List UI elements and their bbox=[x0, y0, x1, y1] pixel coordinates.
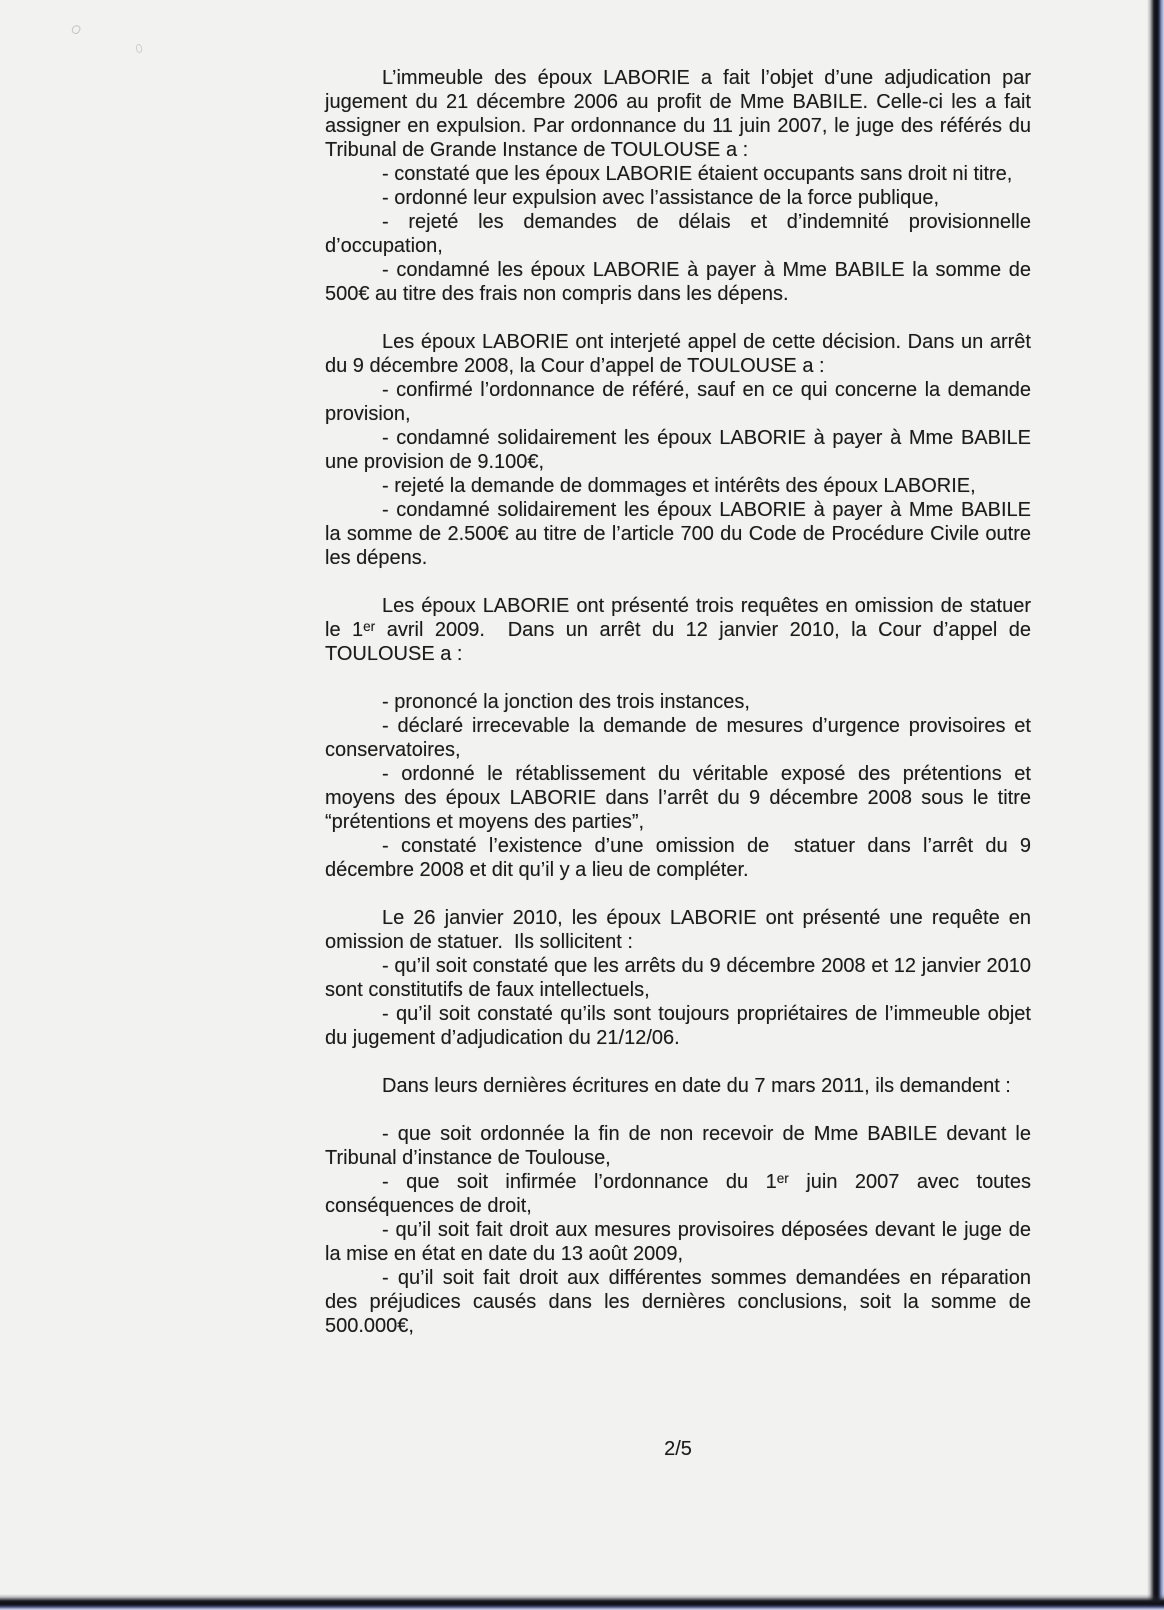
list-item: - condamné solidairement les époux LABORIE à payer à Mme BABILE une provision de 9.100€, bbox=[325, 427, 1031, 473]
list-item: - rejeté la demande de dommages et intérêts des époux LABORIE, bbox=[382, 475, 976, 497]
list-item: - qu’il soit fait droit aux différentes sommes demandées en réparation des préjudices causés dans les dernières conclusions, soit la somme de 500.000€, bbox=[325, 1267, 1031, 1337]
paragraph-intro-appel: Les époux LABORIE ont interjeté appel de cette décision. Dans un arrêt du 9 décembre 2008, la Cour d’appel de TOULOUSE a : bbox=[325, 331, 1031, 377]
list-item: - qu’il soit fait droit aux mesures provisoires déposées devant le juge de la mise en état en date du 13 août 2009, bbox=[325, 1219, 1031, 1265]
paragraph-intro-ecritures: Dans leurs dernières écritures en date du 7 mars 2011, ils demandent : bbox=[382, 1075, 1011, 1097]
paragraph-intro-requetes: Les époux LABORIE ont présenté trois requêtes en omission de statuer le 1ᵉʳ avril 2009. Dans un arrêt du 12 janvier 2010, la Cour d’appel de TOULOUSE a : bbox=[325, 595, 1031, 665]
list-item: - constaté que les époux LABORIE étaient occupants sans droit ni titre, bbox=[382, 163, 1013, 185]
scan-edge-bottom bbox=[0, 1594, 1164, 1610]
document-body bbox=[325, 66, 1031, 1338]
scan-speck bbox=[70, 24, 81, 36]
list-item: - déclaré irrecevable la demande de mesures d’urgence provisoires et conservatoires, bbox=[325, 715, 1031, 761]
paragraph-intro-adjudication: L’immeuble des époux LABORIE a fait l’objet d’une adjudication par jugement du 21 décembre 2006 au profit de Mme BABILE. Celle-ci les a fait assigner en expulsion. Par ordonnance du 11 juin 2007, le juge des référés du Tribunal de Grande Instance de TOULOUSE a : bbox=[325, 67, 1031, 161]
list-item: - constaté l’existence d’une omission de statuer dans l’arrêt du 9 décembre 2008 et dit qu’il y a lieu de compléter. bbox=[325, 835, 1031, 881]
list-item: - qu’il soit constaté que les arrêts du 9 décembre 2008 et 12 janvier 2010 sont constitutifs de faux intellectuels, bbox=[325, 955, 1031, 1001]
scan-edge-right bbox=[1147, 0, 1164, 1610]
page-number: 2/5 bbox=[664, 1438, 692, 1460]
list-item: - prononcé la jonction des trois instances, bbox=[382, 691, 750, 713]
list-item: - condamné les époux LABORIE à payer à Mme BABILE la somme de 500€ au titre des frais non compris dans les dépens. bbox=[325, 259, 1031, 305]
list-item: - condamné solidairement les époux LABORIE à payer à Mme BABILE la somme de 2.500€ au titre de l’article 700 du Code de Procédure Civile outre les dépens. bbox=[325, 499, 1031, 569]
list-item: - ordonné leur expulsion avec l’assistance de la force publique, bbox=[382, 187, 940, 209]
list-item: - que soit infirmée l’ordonnance du 1ᵉʳ juin 2007 avec toutes conséquences de droit, bbox=[325, 1171, 1031, 1217]
scan-speck bbox=[135, 43, 143, 53]
list-item: - rejeté les demandes de délais et d’indemnité provisionnelle d’occupation, bbox=[325, 211, 1031, 257]
list-item: - ordonné le rétablissement du véritable exposé des prétentions et moyens des époux LABORIE dans l’arrêt du 9 décembre 2008 sous le titre “prétentions et moyens des parties”, bbox=[325, 763, 1031, 833]
list-item: - que soit ordonnée la fin de non recevoir de Mme BABILE devant le Tribunal d’instance de Toulouse, bbox=[325, 1123, 1031, 1169]
list-item: - qu’il soit constaté qu’ils sont toujours propriétaires de l’immeuble objet du jugement d’adjudication du 21/12/06. bbox=[325, 1003, 1031, 1049]
paragraph-intro-requete-omission: Le 26 janvier 2010, les époux LABORIE ont présenté une requête en omission de statuer. Ils sollicitent : bbox=[325, 907, 1031, 953]
list-item: - confirmé l’ordonnance de référé, sauf en ce qui concerne la demande provision, bbox=[325, 379, 1031, 425]
